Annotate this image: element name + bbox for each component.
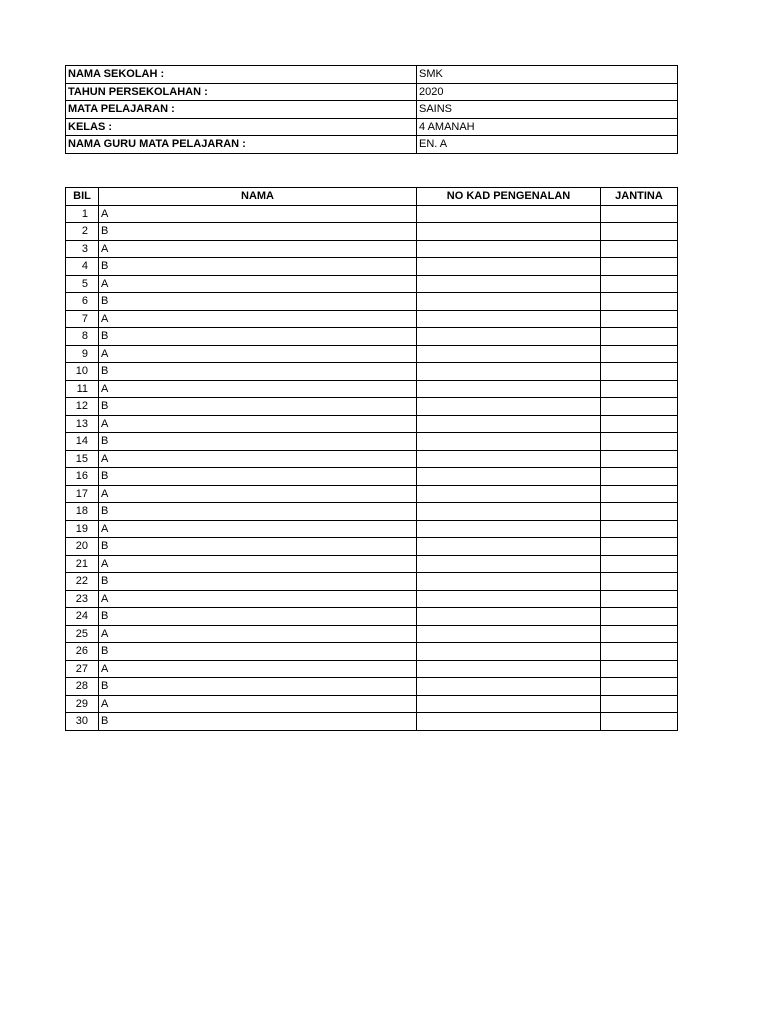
school-label: NAMA SEKOLAH : xyxy=(66,66,417,84)
class-value[interactable]: 4 AMANAH xyxy=(417,118,678,136)
row-jantina[interactable] xyxy=(601,398,678,416)
row-bil: 11 xyxy=(66,380,99,398)
table-row xyxy=(66,678,678,696)
row-nama[interactable]: A xyxy=(99,485,417,503)
row-jantina[interactable] xyxy=(601,258,678,276)
row-ic[interactable] xyxy=(417,328,601,346)
row-nama[interactable]: A xyxy=(99,275,417,293)
table-row xyxy=(66,695,678,713)
row-nama[interactable]: B xyxy=(99,643,417,661)
row-bil: 21 xyxy=(66,555,99,573)
row-ic[interactable] xyxy=(417,520,601,538)
table-row xyxy=(66,258,678,276)
row-bil: 17 xyxy=(66,485,99,503)
row-jantina[interactable] xyxy=(601,450,678,468)
row-bil: 1 xyxy=(66,205,99,223)
table-row xyxy=(66,660,678,678)
info-row-year xyxy=(66,83,678,101)
row-nama[interactable]: A xyxy=(99,660,417,678)
row-jantina[interactable] xyxy=(601,713,678,731)
row-ic[interactable] xyxy=(417,625,601,643)
row-jantina[interactable] xyxy=(601,205,678,223)
header-ic: NO KAD PENGENALAN xyxy=(417,188,601,206)
row-ic[interactable] xyxy=(417,590,601,608)
row-ic[interactable] xyxy=(417,503,601,521)
row-ic[interactable] xyxy=(417,380,601,398)
student-list-table xyxy=(65,187,678,731)
table-row xyxy=(66,643,678,661)
table-row xyxy=(66,380,678,398)
row-nama[interactable]: A xyxy=(99,555,417,573)
row-bil: 18 xyxy=(66,503,99,521)
row-ic[interactable] xyxy=(417,345,601,363)
row-nama[interactable]: B xyxy=(99,223,417,241)
row-bil: 26 xyxy=(66,643,99,661)
row-jantina[interactable] xyxy=(601,625,678,643)
row-bil: 30 xyxy=(66,713,99,731)
row-nama[interactable]: B xyxy=(99,608,417,626)
row-nama[interactable]: B xyxy=(99,363,417,381)
row-nama[interactable]: A xyxy=(99,415,417,433)
row-jantina[interactable] xyxy=(601,275,678,293)
table-row xyxy=(66,485,678,503)
row-jantina[interactable] xyxy=(601,503,678,521)
row-bil: 12 xyxy=(66,398,99,416)
table-row xyxy=(66,503,678,521)
header-jantina: JANTINA xyxy=(601,188,678,206)
table-row xyxy=(66,555,678,573)
row-nama[interactable]: A xyxy=(99,695,417,713)
row-jantina[interactable] xyxy=(601,660,678,678)
row-nama[interactable]: A xyxy=(99,240,417,258)
row-nama[interactable]: A xyxy=(99,590,417,608)
row-nama[interactable]: B xyxy=(99,258,417,276)
row-bil: 27 xyxy=(66,660,99,678)
row-nama[interactable]: B xyxy=(99,713,417,731)
teacher-value[interactable]: EN. A xyxy=(417,136,678,154)
row-jantina[interactable] xyxy=(601,608,678,626)
table-row xyxy=(66,713,678,731)
row-ic[interactable] xyxy=(417,485,601,503)
row-ic[interactable] xyxy=(417,713,601,731)
row-bil: 24 xyxy=(66,608,99,626)
row-nama[interactable]: A xyxy=(99,310,417,328)
student-rows xyxy=(66,205,678,730)
row-bil: 6 xyxy=(66,293,99,311)
info-row-teacher xyxy=(66,136,678,154)
row-jantina[interactable] xyxy=(601,380,678,398)
row-bil: 25 xyxy=(66,625,99,643)
table-row xyxy=(66,363,678,381)
row-bil: 28 xyxy=(66,678,99,696)
row-ic[interactable] xyxy=(417,363,601,381)
subject-label: MATA PELAJARAN : xyxy=(66,101,417,119)
row-jantina[interactable] xyxy=(601,363,678,381)
school-value[interactable]: SMK xyxy=(417,66,678,84)
row-jantina[interactable] xyxy=(601,468,678,486)
row-bil: 4 xyxy=(66,258,99,276)
row-ic[interactable] xyxy=(417,643,601,661)
header-nama: NAMA xyxy=(99,188,417,206)
row-ic[interactable] xyxy=(417,555,601,573)
row-bil: 16 xyxy=(66,468,99,486)
table-row xyxy=(66,275,678,293)
row-nama[interactable]: A xyxy=(99,205,417,223)
table-row xyxy=(66,433,678,451)
row-ic[interactable] xyxy=(417,415,601,433)
row-bil: 10 xyxy=(66,363,99,381)
row-ic[interactable] xyxy=(417,258,601,276)
row-ic[interactable] xyxy=(417,573,601,591)
row-bil: 22 xyxy=(66,573,99,591)
year-value[interactable]: 2020 xyxy=(417,83,678,101)
row-ic[interactable] xyxy=(417,310,601,328)
row-bil: 20 xyxy=(66,538,99,556)
row-ic[interactable] xyxy=(417,240,601,258)
table-row xyxy=(66,590,678,608)
row-ic[interactable] xyxy=(417,468,601,486)
row-jantina[interactable] xyxy=(601,223,678,241)
row-nama[interactable]: A xyxy=(99,345,417,363)
table-row xyxy=(66,293,678,311)
row-nama[interactable]: A xyxy=(99,625,417,643)
row-nama[interactable]: A xyxy=(99,450,417,468)
row-nama[interactable]: B xyxy=(99,433,417,451)
table-row xyxy=(66,468,678,486)
table-row xyxy=(66,205,678,223)
table-row xyxy=(66,223,678,241)
row-ic[interactable] xyxy=(417,293,601,311)
table-row xyxy=(66,625,678,643)
row-nama[interactable]: B xyxy=(99,328,417,346)
row-nama[interactable]: B xyxy=(99,503,417,521)
row-bil: 29 xyxy=(66,695,99,713)
row-nama[interactable]: A xyxy=(99,380,417,398)
row-nama[interactable]: B xyxy=(99,538,417,556)
info-row-school xyxy=(66,66,678,84)
class-label: KELAS : xyxy=(66,118,417,136)
row-jantina[interactable] xyxy=(601,433,678,451)
table-row xyxy=(66,415,678,433)
row-jantina[interactable] xyxy=(601,310,678,328)
row-bil: 15 xyxy=(66,450,99,468)
table-row xyxy=(66,520,678,538)
table-row xyxy=(66,240,678,258)
row-jantina[interactable] xyxy=(601,345,678,363)
row-nama[interactable]: B xyxy=(99,678,417,696)
row-ic[interactable] xyxy=(417,538,601,556)
table-row xyxy=(66,573,678,591)
row-ic[interactable] xyxy=(417,660,601,678)
table-row xyxy=(66,538,678,556)
row-jantina[interactable] xyxy=(601,293,678,311)
header-bil: BIL xyxy=(66,188,99,206)
row-bil: 3 xyxy=(66,240,99,258)
row-nama[interactable]: B xyxy=(99,398,417,416)
table-row xyxy=(66,450,678,468)
info-row-class xyxy=(66,118,678,136)
row-ic[interactable] xyxy=(417,678,601,696)
row-jantina[interactable] xyxy=(601,415,678,433)
teacher-label: NAMA GURU MATA PELAJARAN : xyxy=(66,136,417,154)
row-nama[interactable]: B xyxy=(99,293,417,311)
row-bil: 2 xyxy=(66,223,99,241)
row-ic[interactable] xyxy=(417,695,601,713)
info-row-subject xyxy=(66,101,678,119)
row-jantina[interactable] xyxy=(601,328,678,346)
row-ic[interactable] xyxy=(417,450,601,468)
table-row xyxy=(66,608,678,626)
table-row xyxy=(66,398,678,416)
subject-value[interactable]: SAINS xyxy=(417,101,678,119)
row-jantina[interactable] xyxy=(601,573,678,591)
row-ic[interactable] xyxy=(417,608,601,626)
row-jantina[interactable] xyxy=(601,555,678,573)
row-jantina[interactable] xyxy=(601,538,678,556)
school-info-table xyxy=(65,65,678,154)
row-jantina[interactable] xyxy=(601,520,678,538)
row-bil: 19 xyxy=(66,520,99,538)
year-label: TAHUN PERSEKOLAHAN : xyxy=(66,83,417,101)
row-ic[interactable] xyxy=(417,275,601,293)
row-nama[interactable]: B xyxy=(99,468,417,486)
row-bil: 9 xyxy=(66,345,99,363)
row-bil: 23 xyxy=(66,590,99,608)
row-ic[interactable] xyxy=(417,223,601,241)
row-bil: 8 xyxy=(66,328,99,346)
row-ic[interactable] xyxy=(417,205,601,223)
table-row xyxy=(66,345,678,363)
row-ic[interactable] xyxy=(417,433,601,451)
row-bil: 5 xyxy=(66,275,99,293)
table-header-row xyxy=(66,188,678,206)
row-nama[interactable]: B xyxy=(99,573,417,591)
row-nama[interactable]: A xyxy=(99,520,417,538)
row-ic[interactable] xyxy=(417,398,601,416)
row-jantina[interactable] xyxy=(601,643,678,661)
table-row xyxy=(66,328,678,346)
row-jantina[interactable] xyxy=(601,240,678,258)
row-jantina[interactable] xyxy=(601,678,678,696)
row-bil: 7 xyxy=(66,310,99,328)
row-bil: 14 xyxy=(66,433,99,451)
row-jantina[interactable] xyxy=(601,695,678,713)
row-jantina[interactable] xyxy=(601,485,678,503)
row-jantina[interactable] xyxy=(601,590,678,608)
table-row xyxy=(66,310,678,328)
row-bil: 13 xyxy=(66,415,99,433)
